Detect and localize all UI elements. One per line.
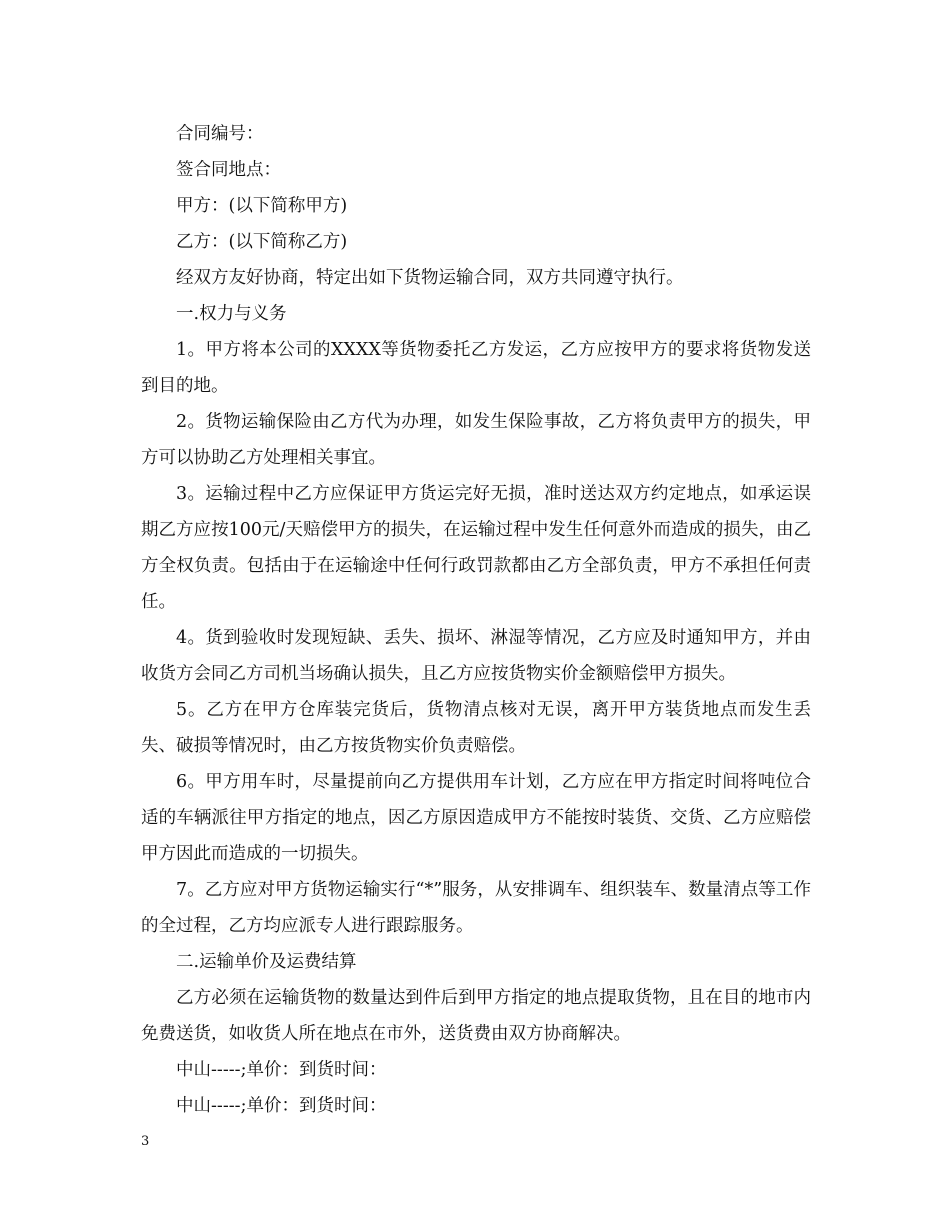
section-heading-rights: 一.权力与义务	[176, 304, 287, 324]
clause-6: 6。甲方用车时，尽量提前向乙方提供用车计划，乙方应在甲方指定时间将吨位合适的车辆派往甲方指定的地点，因乙方原因造成甲方不能按时装货、交货、乙方应赔偿甲方因此而造成的一切损失。	[141, 772, 811, 864]
clause-1: 1。甲方将本公司的XXXX等货物委托乙方发运，乙方应按甲方的要求将货物发送到目的地。	[141, 340, 811, 396]
clause-4: 4。货到验收时发现短缺、丢失、损坏、淋湿等情况，乙方应及时通知甲方，并由收货方会同乙方司机当场确认损失，且乙方应按货物实价金额赔偿甲方损失。	[141, 628, 811, 684]
page-number: 3	[141, 1134, 150, 1149]
clause-3: 3。运输过程中乙方应保证甲方货运完好无损，准时送达双方约定地点，如承运误期乙方应按100元/天赔偿甲方的损失，在运输过程中发生任何意外而造成的损失，由乙方全权负责。包括由于在运输途中任何行政罚款都由乙方全部负责，甲方不承担任何责任。	[141, 484, 811, 612]
pricing-paragraph: 乙方必须在运输货物的数量达到件后到甲方指定的地点提取货物，且在目的地市内免费送货，如收货人所在地点在市外，送货费由双方协商解决。	[141, 988, 811, 1044]
intro-paragraph: 经双方友好协商，特定出如下货物运输合同，双方共同遵守执行。	[176, 268, 684, 288]
clause-7: 7。乙方应对甲方货物运输实行“*”服务，从安排调车、组织装车、数量清点等工作的全过程，乙方均应派专人进行跟踪服务。	[141, 880, 811, 936]
section-heading-pricing: 二.运输单价及运费结算	[176, 952, 357, 972]
clause-5: 5。乙方在甲方仓库装完货后，货物清点核对无误，离开甲方装货地点而发生丢失、破损等情况时，由乙方按货物实价负责赔偿。	[141, 700, 811, 756]
document-body	[141, 116, 811, 1124]
party-b-line: 乙方：(以下简称乙方)	[176, 232, 348, 252]
party-a-line: 甲方：(以下简称甲方)	[176, 196, 348, 216]
route-line-2: 中山-----;单价：到货时间：	[176, 1096, 387, 1116]
contract-number-line: 合同编号：	[176, 124, 264, 144]
route-line-1: 中山-----;单价：到货时间：	[176, 1060, 387, 1080]
clause-2: 2。货物运输保险由乙方代为办理，如发生保险事故，乙方将负责甲方的损失，甲方可以协助乙方处理相关事宜。	[141, 412, 811, 468]
signing-place-line: 签合同地点：	[176, 160, 281, 180]
